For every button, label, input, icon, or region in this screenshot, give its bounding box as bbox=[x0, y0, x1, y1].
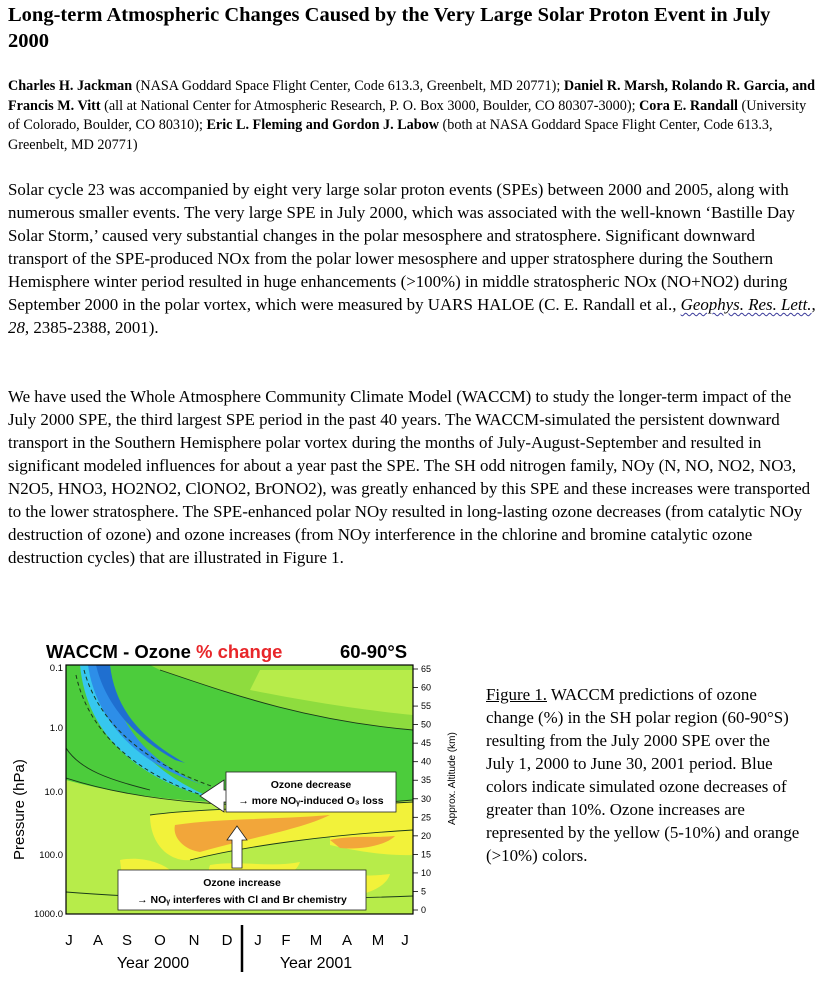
month-label: M bbox=[309, 932, 323, 949]
altitude-tick-label: 65 bbox=[421, 664, 432, 674]
altitude-tick-label: 25 bbox=[421, 812, 432, 823]
altitude-tick-label: 40 bbox=[421, 756, 432, 767]
annotation-text: Ozone decrease bbox=[270, 779, 352, 791]
month-label: J bbox=[65, 932, 73, 949]
figure-caption bbox=[486, 683, 801, 867]
month-label: J bbox=[254, 932, 262, 949]
month-label: J bbox=[401, 932, 409, 949]
ozone-change-plot bbox=[0, 630, 480, 980]
month-label: A bbox=[341, 932, 353, 949]
year-label: Year 2000 bbox=[116, 955, 190, 972]
paragraph-1 bbox=[8, 178, 818, 339]
altitude-tick-label: 45 bbox=[421, 738, 432, 749]
month-label: A bbox=[92, 932, 104, 949]
journal-name: Geophys. Res. Lett. bbox=[680, 295, 812, 314]
author-affiliation: (all at National Center for Atmospheric Research, P. O. Box 3000, Boulder, CO 80307-3000); bbox=[100, 97, 640, 114]
author-name: Eric L. Fleming and Gordon J. Labow bbox=[206, 117, 439, 133]
figure-title: WACCM - Ozone % change bbox=[46, 641, 283, 662]
caption-text: WACCM predictions of ozone change (%) in the SH polar region (60-90°S) resulting from the July 2000 SPE over the July 1, 2000 to June 30, 2001 period. Blue colors indicate simulated ozone decreases of greater than 10%. Ozone increases are represented by the yellow (5-10%) and orange (>10%) colors. bbox=[486, 685, 800, 865]
month-label: S bbox=[121, 932, 133, 949]
altitude-tick-label: 35 bbox=[421, 775, 432, 786]
author-affiliation: (University of Colorado, Boulder, CO 80310); bbox=[8, 97, 807, 133]
author-name: Daniel R. Marsh, Rolando R. Garcia, and Francis M. Vitt bbox=[8, 78, 816, 114]
altitude-tick-label: 15 bbox=[421, 849, 432, 860]
altitude-tick-label: 55 bbox=[421, 701, 432, 712]
annotation-decrease bbox=[200, 772, 396, 812]
annotation-text: → NOᵧ interferes with Cl and Br chemistry bbox=[137, 894, 347, 906]
caption-label: Figure 1. bbox=[486, 685, 547, 704]
month-axis bbox=[65, 932, 409, 949]
author-affiliation: (both at NASA Goddard Space Flight Center, Code 613.3, Greenbelt, MD 20771) bbox=[8, 117, 773, 153]
figure-1 bbox=[0, 630, 480, 980]
paragraph-text: , 2385-2388, 2001). bbox=[24, 318, 159, 337]
y-tick-label: 1.0 bbox=[49, 723, 63, 734]
month-label: D bbox=[221, 932, 233, 949]
author-name: Charles H. Jackman bbox=[8, 78, 133, 94]
y-tick-label: 0.1 bbox=[49, 663, 63, 674]
journal-volume: 28 bbox=[8, 318, 25, 337]
altitude-tick-label: 20 bbox=[421, 830, 432, 841]
altitude-tick-label: 0 bbox=[421, 905, 427, 915]
paragraph-text: Solar cycle 23 was accompanied by eight very large solar proton events (SPEs) between 2000 and 2005, along with numerous smaller events. The very large SPE in July 2000, which was associated with the well-known ‘Bastille Day Solar Storm,’ caused very substantial changes in the polar mesosphere and stratosphere. Significant downward transport of the SPE-produced NOx from the polar lower mesosphere and upper stratosphere during the Southern Hemisphere winter period resulted in huge enhancements (>100%) in middle stratospheric NOx (NO+NO2) during September 2000 in the polar vortex, which were measured by UARS HALOE (C. E. Randall et al., bbox=[8, 180, 795, 314]
altitude-tick-label: 60 bbox=[421, 682, 432, 693]
author-list bbox=[8, 77, 818, 155]
month-label: F bbox=[281, 932, 291, 949]
y2-axis-label: Approx. Altitude (km) bbox=[447, 732, 458, 825]
altitude-tick-label: 30 bbox=[421, 793, 432, 804]
altitude-tick-label: 10 bbox=[421, 867, 432, 878]
pressure-axis bbox=[34, 663, 63, 920]
article-title: Long-term Atmospheric Changes Caused by the Very Large Solar Proton Event in July 2000 bbox=[8, 4, 771, 52]
author-affiliation: (NASA Goddard Space Flight Center, Code 613.3, Greenbelt, MD 20771); bbox=[132, 78, 564, 94]
year-label: Year 2001 bbox=[279, 955, 353, 972]
figure-region: 60-90°S bbox=[340, 641, 408, 662]
month-label: O bbox=[154, 932, 166, 949]
y-tick-label: 1000.0 bbox=[33, 909, 63, 920]
altitude-tick-label: 50 bbox=[421, 719, 432, 730]
annotation-text: Ozone increase bbox=[203, 877, 281, 889]
author-name: Cora E. Randall bbox=[639, 97, 738, 114]
paragraph-2: We have used the Whole Atmosphere Community Climate Model (WACCM) to study the longer-term impact of the July 2000 SPE, the third largest SPE period in the past 40 years. The WACCM-simulated the persistent downward transport in the Southern Hemisphere polar vortex during the months of July-August-September and resulted in significant modeled influences for about a year past the SPE. The SH odd nitrogen family, NOy (N, NO, NO2, NO3, N2O5, HNO3, HO2NO2, ClONO2, BrONO2), was greatly enhanced by this SPE and these increases were transported to the lower stratosphere. The SPE-enhanced polar NOy resulted in long-lasting ozone decreases (from catalytic NOy destruction of ozone) and ozone increases (from NOy interference in the chlorine and bromine catalytic ozone destruction cycles) that are illustrated in Figure 1. bbox=[8, 387, 811, 567]
month-label: M bbox=[371, 932, 385, 949]
y-tick-label: 10.0 bbox=[44, 787, 63, 798]
y-tick-label: 100.0 bbox=[39, 850, 63, 861]
altitude-tick-label: 5 bbox=[421, 886, 427, 897]
y-axis-label: Pressure (hPa) bbox=[11, 759, 28, 860]
paragraph-text: , bbox=[811, 295, 816, 314]
month-label: N bbox=[188, 932, 200, 949]
annotation-text: → more NOᵧ-induced O₃ loss bbox=[238, 795, 384, 807]
altitude-axis bbox=[413, 664, 431, 915]
